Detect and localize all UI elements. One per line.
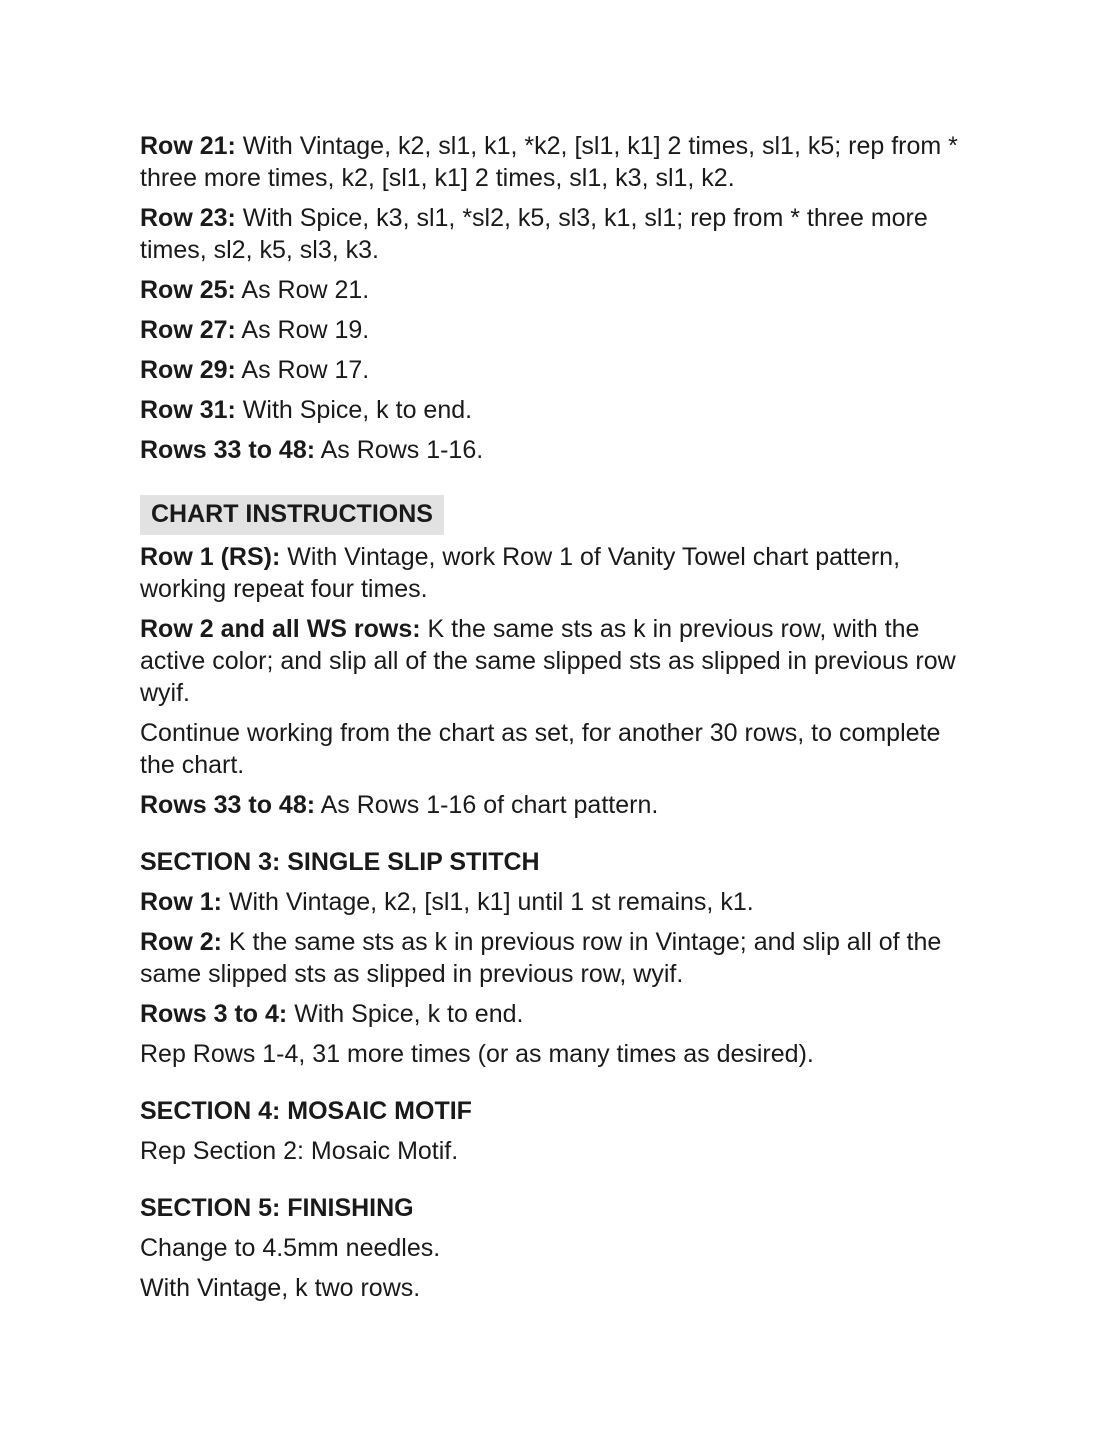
document-page <box>140 130 980 1312</box>
chart-instructions-heading: CHART INSTRUCTIONS <box>140 495 444 535</box>
row-text: With Spice, k to end. <box>235 396 473 424</box>
row-label: Row 2: <box>140 928 222 956</box>
row-27 <box>140 314 980 346</box>
row-text: As Row 19. <box>235 316 370 344</box>
chart-row-1 <box>140 541 980 605</box>
row-29 <box>140 354 980 386</box>
row-label: Row 1: <box>140 888 222 916</box>
row-label: Row 21: <box>140 132 236 160</box>
row-23 <box>140 202 980 266</box>
row-text: K the same sts as k in previous row in Vintage; and slip all of the same slipped sts as slipped in previous row, wyif. <box>140 928 942 988</box>
row-text: As Row 17. <box>235 356 370 384</box>
row-label: Row 23: <box>140 204 236 232</box>
section-5-line-1: Change to 4.5mm needles. <box>140 1234 441 1262</box>
section-4-text: Rep Section 2: Mosaic Motif. <box>140 1137 459 1165</box>
row-text: K the same sts as k in previous row, with the active color; and slip all of the same slipped sts as slipped in previous row wyif. <box>140 615 956 707</box>
chart-rows-33-to-48 <box>140 789 980 821</box>
section-4-heading: SECTION 4: MOSAIC MOTIF <box>140 1097 472 1125</box>
section-3-repeat: Rep Rows 1-4, 31 more times (or as many times as desired). <box>140 1040 814 1068</box>
row-label: Row 31: <box>140 396 236 424</box>
row-text: With Spice, k to end. <box>287 1000 524 1028</box>
row-31 <box>140 394 980 426</box>
row-label: Rows 33 to 48: <box>140 791 316 819</box>
row-label: Row 27: <box>140 316 236 344</box>
row-label: Row 29: <box>140 356 236 384</box>
section-3-rows-3-to-4 <box>140 998 980 1030</box>
row-21 <box>140 130 980 194</box>
row-text: As Rows 1-16 of chart pattern. <box>315 791 659 819</box>
row-label: Rows 3 to 4: <box>140 1000 288 1028</box>
row-text: With Vintage, k2, [sl1, k1] until 1 st remains, k1. <box>221 888 754 916</box>
row-label: Row 2 and all WS rows: <box>140 615 421 643</box>
row-label: Row 25: <box>140 276 236 304</box>
section-3-row-1 <box>140 886 980 918</box>
chart-continue: Continue working from the chart as set, for another 30 rows, to complete the chart. <box>140 719 941 779</box>
row-label: Row 1 (RS): <box>140 543 281 571</box>
section-5-line-2: With Vintage, k two rows. <box>140 1274 421 1302</box>
row-25 <box>140 274 980 306</box>
chart-row-2-ws <box>140 613 980 709</box>
row-text: With Spice, k3, sl1, *sl2, k5, sl3, k1, sl1; rep from * three more times, sl2, k5, sl3, k3. <box>140 204 928 264</box>
row-label: Rows 33 to 48: <box>140 436 316 464</box>
row-text: With Vintage, k2, sl1, k1, *k2, [sl1, k1] 2 times, sl1, k5; rep from * three more times, k2, [sl1, k1] 2 times, sl1, k3, sl1, k2. <box>140 132 958 192</box>
row-text: As Row 21. <box>235 276 370 304</box>
section-3-row-2 <box>140 926 980 990</box>
section-5-heading: SECTION 5: FINISHING <box>140 1194 414 1222</box>
row-text: As Rows 1-16. <box>315 436 484 464</box>
rows-33-to-48 <box>140 434 980 466</box>
section-3-heading: SECTION 3: SINGLE SLIP STITCH <box>140 848 540 876</box>
row-text: With Vintage, work Row 1 of Vanity Towel chart pattern, working repeat four times. <box>140 543 901 603</box>
